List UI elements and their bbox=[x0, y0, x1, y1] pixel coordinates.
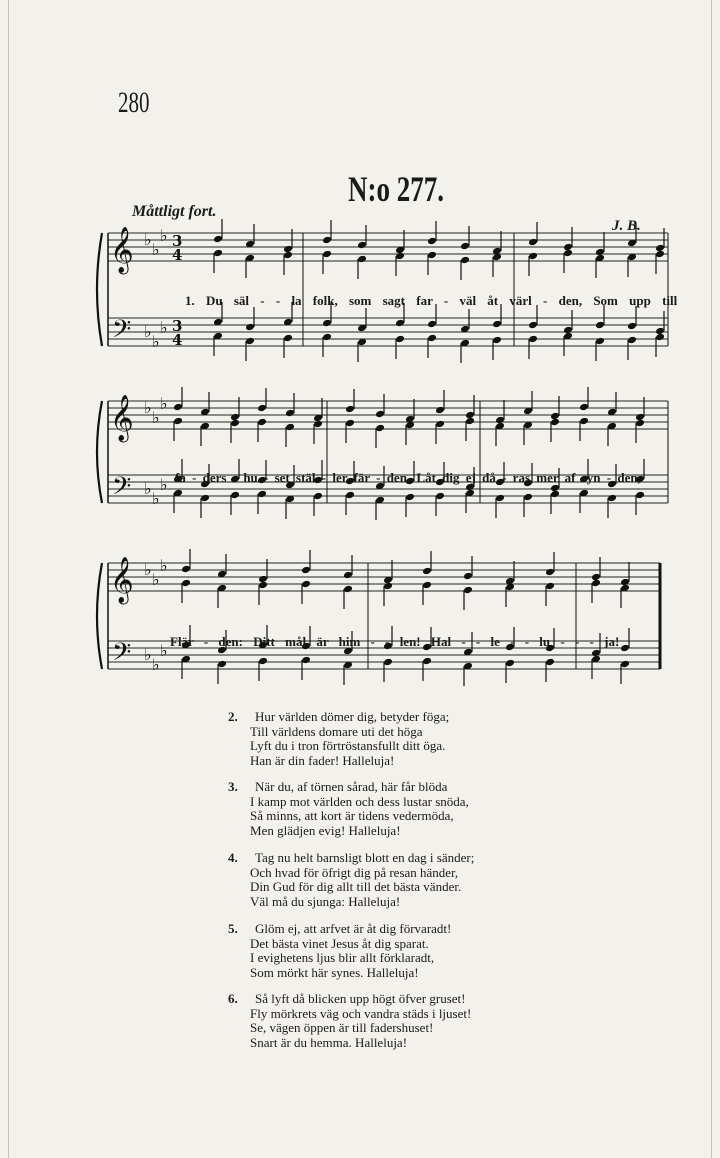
flat-icon: ♭ bbox=[152, 570, 160, 589]
verse-line: Glöm ej, att arfvet är åt dig förvaradt! bbox=[255, 921, 452, 936]
verse-number: 4. bbox=[228, 850, 238, 865]
verse-line: Snart är du hemma. Halleluja! bbox=[250, 1034, 408, 1050]
treble-clef-icon: 𝄞 bbox=[110, 557, 134, 603]
verse-3 bbox=[228, 780, 469, 838]
verse-line: När du, af törnen sårad, här får blöda bbox=[255, 779, 448, 794]
flat-icon: ♭ bbox=[144, 479, 152, 498]
system-brace bbox=[97, 563, 102, 669]
verse-number: 6. bbox=[228, 991, 238, 1006]
lyrics-line-2: fa - ders - hu - set stäl - ler fär - den, Låt dig ej då - ras mer af syn - den, bbox=[175, 470, 641, 485]
verse-line: Som mörkt här synes. Halleluja! bbox=[250, 964, 419, 980]
flat-icon: ♭ bbox=[160, 556, 168, 575]
flat-icon: ♭ bbox=[152, 489, 160, 508]
tempo-marking: Måttligt fort. bbox=[132, 203, 217, 220]
page-number: 280 bbox=[118, 86, 150, 119]
verse-line: Se, vägen öppen är till fadershuset! bbox=[250, 1020, 434, 1035]
time-signature: 3 bbox=[172, 232, 183, 250]
flat-icon: ♭ bbox=[144, 230, 152, 249]
composer-initials: J. B. bbox=[612, 218, 641, 234]
verse-line: Tag nu helt barnsligt blott en dag i sänder; bbox=[255, 850, 475, 865]
verse-line: I evighetens ljus blir allt förklaradt, bbox=[250, 950, 435, 965]
verse-4 bbox=[228, 851, 474, 909]
verse-5 bbox=[228, 922, 451, 980]
verse-2 bbox=[228, 710, 449, 768]
verse-number: 5. bbox=[228, 921, 238, 936]
music-system-2 bbox=[0, 383, 720, 543]
verse-line: Till världens domare uti det höga bbox=[250, 723, 423, 739]
verse-line: Och hvad för öfrigt dig på resan händer, bbox=[250, 864, 459, 880]
system-brace bbox=[97, 401, 102, 503]
flat-icon: ♭ bbox=[144, 398, 152, 417]
flat-icon: ♭ bbox=[152, 655, 160, 674]
verse-line: I kamp mot världen och dess lustar snöda, bbox=[250, 793, 469, 809]
flat-icon: ♭ bbox=[160, 475, 168, 494]
verse-line: Hur världen dömer dig, betyder föga; bbox=[255, 709, 450, 724]
system-brace bbox=[97, 233, 102, 346]
verse-line: Fly mörkrets väg och vandra städs i ljuset! bbox=[250, 1005, 472, 1021]
verse-line: Så minns, att kort är tidens vedermöda, bbox=[250, 808, 454, 823]
flat-icon: ♭ bbox=[160, 226, 168, 245]
bass-clef-icon: 𝄢 bbox=[112, 315, 132, 350]
flat-icon: ♭ bbox=[144, 322, 152, 341]
time-signature: 4 bbox=[172, 246, 183, 264]
verse-6 bbox=[228, 992, 471, 1050]
lyrics-line-1: 1. Du säl - - la folk, som sagt far - väl åt värl - den, Som upp till bbox=[185, 293, 678, 308]
flat-icon: ♭ bbox=[152, 332, 160, 351]
flat-icon: ♭ bbox=[152, 408, 160, 427]
lyrics-line-3: Flär - den: Ditt mål är him - - len! Hal - - le - - lu - - - ja! bbox=[170, 634, 620, 649]
flat-icon: ♭ bbox=[160, 641, 168, 660]
flat-icon: ♭ bbox=[144, 645, 152, 664]
flat-icon: ♭ bbox=[160, 318, 168, 337]
time-signature: 4 bbox=[172, 331, 183, 349]
verse-line: Det bästa vinet Jesus åt dig sparat. bbox=[250, 935, 429, 951]
verse-line: Han är din fader! Halleluja! bbox=[250, 752, 395, 768]
verse-line: Din Gud för dig allt till det bästa vänder. bbox=[250, 879, 462, 894]
treble-clef-icon: 𝄞 bbox=[110, 395, 134, 441]
flat-icon: ♭ bbox=[160, 394, 168, 413]
bass-clef-icon: 𝄢 bbox=[112, 472, 132, 507]
verse-number: 2. bbox=[228, 709, 238, 724]
flat-icon: ♭ bbox=[144, 560, 152, 579]
music-system-3 bbox=[0, 545, 720, 715]
flat-icon: ♭ bbox=[152, 240, 160, 259]
verse-line: Lyft du i tron förtröstansfullt ditt öga. bbox=[250, 738, 446, 753]
treble-clef-icon: 𝄞 bbox=[110, 227, 134, 273]
bass-clef-icon: 𝄢 bbox=[112, 638, 132, 673]
time-signature: 3 bbox=[172, 317, 183, 335]
verse-line: Men glädjen evig! Halleluja! bbox=[250, 822, 401, 838]
verse-number: 3. bbox=[228, 779, 238, 794]
verse-line: Väl må du sjunga: Halleluja! bbox=[250, 893, 401, 909]
verse-line: Så lyft då blicken upp högt öfver gruset! bbox=[255, 991, 466, 1006]
hymn-number: N:o 277. bbox=[348, 169, 444, 209]
